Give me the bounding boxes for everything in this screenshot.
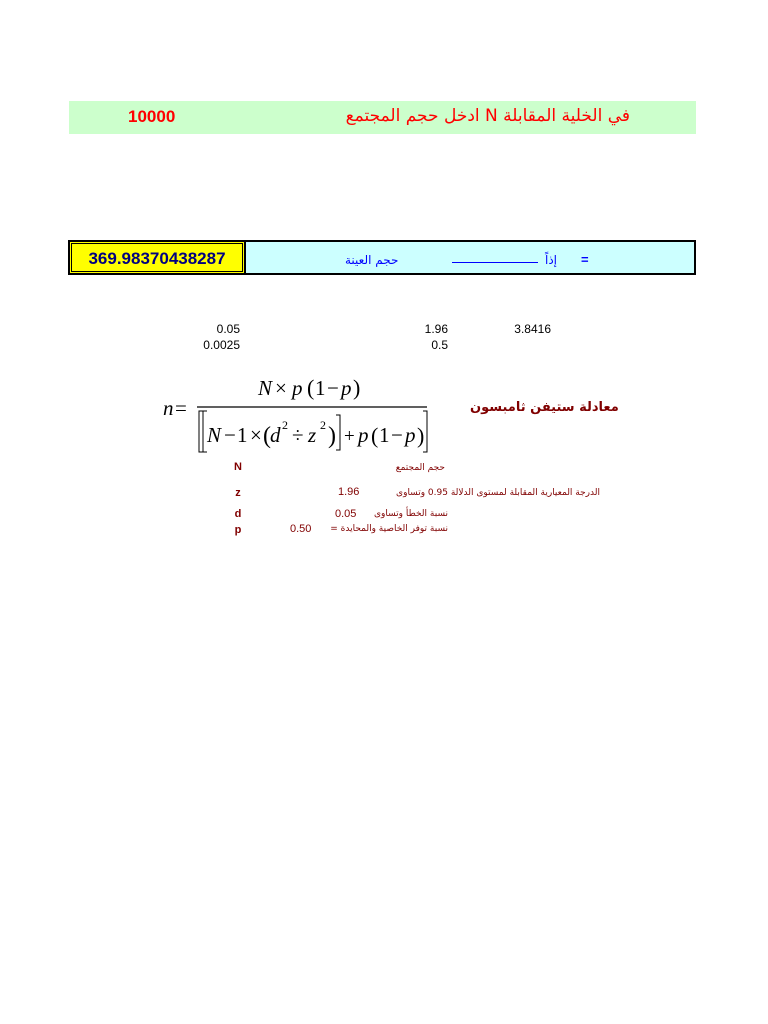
eq-den-p1: p	[358, 423, 369, 447]
eq-num-N: N	[258, 376, 273, 400]
eq-den-N: N	[207, 423, 222, 447]
legend-symbol-N: N	[234, 461, 242, 473]
eq-outer-bracket-left	[199, 411, 203, 452]
eq-den-div: ÷	[292, 423, 304, 447]
d-squared-value: 0.0025	[203, 338, 240, 352]
eq-num-paren-close: )	[353, 375, 361, 400]
legend-desc-d: نسبة الخطأ وتساوى	[374, 509, 448, 519]
sample-size-label: حجم العينة	[345, 253, 399, 267]
eq-den-z-exp: 2	[320, 418, 326, 432]
eq-den-paren-open: (	[263, 423, 271, 449]
eq-den-paren-close: )	[328, 423, 336, 449]
eq-den-plus: +	[344, 426, 355, 447]
eq-den-one2: 1	[379, 423, 390, 447]
eq-num-p1: p	[292, 376, 303, 400]
eq-inner-bracket-right	[336, 415, 340, 450]
eq-den-minus2: −	[391, 423, 403, 447]
eq-den-paren2-open: (	[371, 423, 379, 448]
population-instruction: في الخلية المقابلة N ادخل حجم المجتمع	[345, 106, 630, 126]
eq-den-one: 1	[237, 423, 248, 447]
eq-den-minus: −	[224, 423, 236, 447]
eq-num-paren-open: (	[307, 375, 315, 400]
eq-num-times: ×	[275, 376, 287, 400]
eq-den-paren2-close: )	[417, 423, 425, 448]
legend-value-p: 0.50	[290, 523, 312, 535]
eq-den-z: z	[308, 423, 317, 447]
d-value: 0.05	[216, 322, 240, 336]
z-value: 1.96	[424, 322, 448, 336]
eq-num-minus: −	[327, 376, 339, 400]
equation-title: معادلة ستيفن ثامبسون	[470, 400, 619, 415]
legend-desc-z: الدرجة المعيارية المقابلة لمستوى الدلالة 0.95 وتساوى	[396, 488, 600, 498]
sample-size-value: 369.98370438287	[88, 249, 226, 268]
result-then-label: إذاً	[545, 253, 558, 267]
eq-equals: =	[175, 396, 187, 420]
eq-den-times: ×	[250, 423, 262, 447]
eq-den-d: d	[270, 423, 281, 447]
thompson-equation	[155, 365, 445, 460]
result-equals-sign: =	[581, 252, 589, 267]
result-dash-line	[452, 262, 538, 263]
p-value: 0.5	[431, 338, 448, 352]
legend-symbol-z: z	[235, 487, 241, 499]
legend-value-d: 0.05	[335, 508, 357, 520]
legend-symbol-d: d	[234, 508, 242, 520]
legend-desc-p: نسبة توفر الخاصية والمحايدة =	[330, 524, 448, 534]
eq-den-d-exp: 2	[282, 418, 288, 432]
legend-desc-N: حجم المجتمع	[395, 463, 445, 473]
legend-value-z: 1.96	[338, 486, 360, 498]
eq-num-one: 1	[315, 376, 326, 400]
population-value-cell[interactable]: 10000	[128, 107, 176, 126]
eq-n: n	[163, 396, 174, 420]
z-squared-value: 3.8416	[514, 322, 551, 336]
eq-num-p2: p	[341, 376, 352, 400]
eq-den-p2: p	[405, 423, 416, 447]
legend-symbol-p: p	[234, 524, 242, 536]
